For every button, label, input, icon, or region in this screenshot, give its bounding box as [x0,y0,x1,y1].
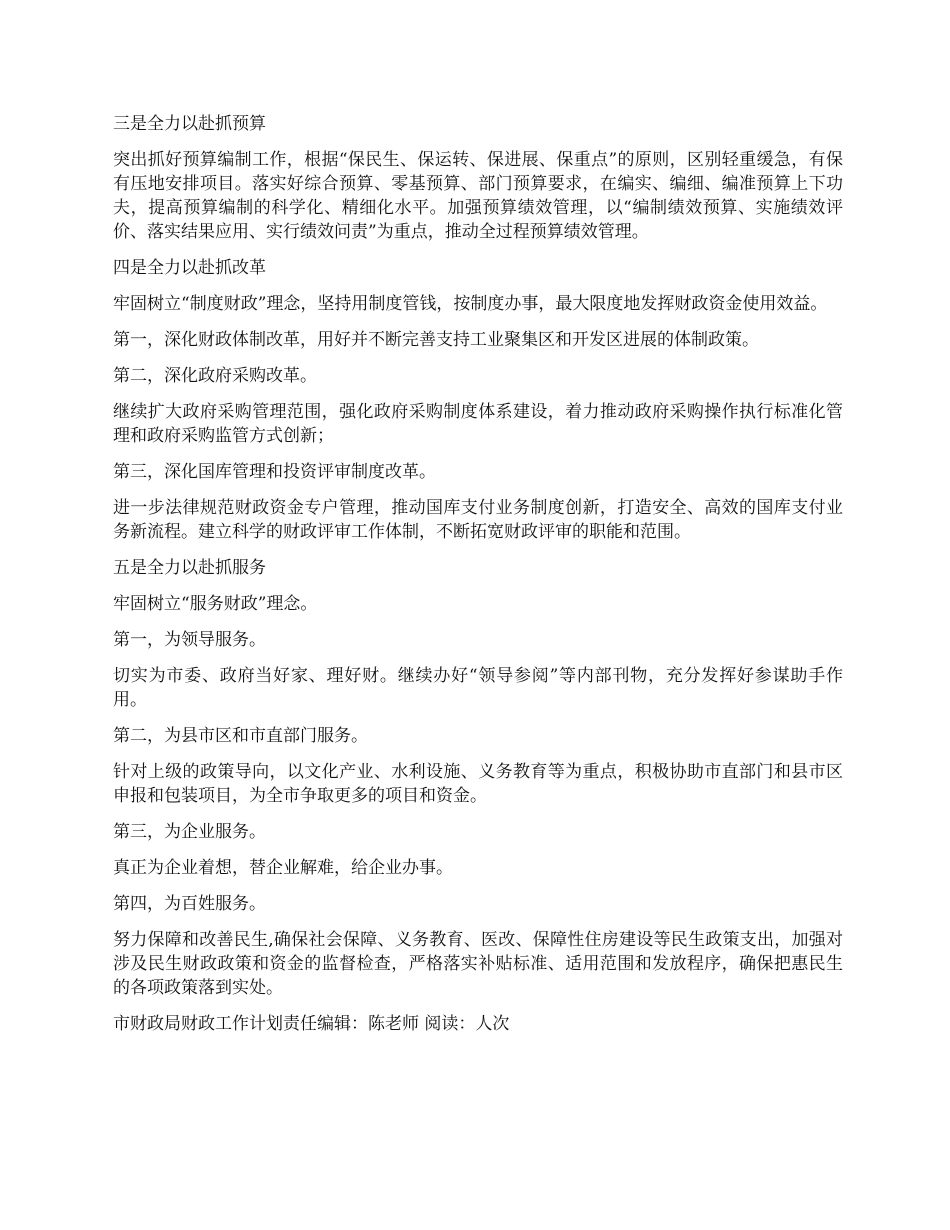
section-heading-reform: 四是全力以赴抓改革 [113,258,266,278]
paragraph-footer: 市财政局财政工作计划责任编辑：陈老师 阅读：人次 [113,1014,510,1034]
paragraph-counties: 针对上级的政策导向，以文化产业、水利设施、义务教育等为重点，积极协助市直部门和县市区申报和包装项目，为全市争取更多的项目和资金。 [113,762,843,806]
paragraph-reform-third: 第三，深化国库管理和投资评审制度改革。 [113,462,436,482]
paragraph-leadership: 切实为市委、政府当好家、理好财。继续办好“领导参阅”等内部刊物，充分发挥好参谋助手作用。 [113,666,843,710]
section-heading-budget: 三是全力以赴抓预算 [113,114,266,134]
paragraph-service-first: 第一，为领导服务。 [113,630,266,650]
document-body [113,112,843,1048]
paragraph-service-second: 第二，为县市区和市直部门服务。 [113,726,368,746]
paragraph-budget: 突出抓好预算编制工作，根据“保民生、保运转、保进展、保重点”的原则，区别轻重缓急，有保有压地安排项目。落实好综合预算、零基预算、部门预算要求，在编实、编细、编准预算上下功夫，提高预算编制的科学化、精细化水平。加强预算绩效管理，以“编制绩效预算、实施绩效评价、落实结果应用、实行绩效问责”为重点，推动全过程预算绩效管理。 [113,150,843,242]
paragraph-procurement: 继续扩大政府采购管理范围，强化政府采购制度体系建设，着力推动政府采购操作执行标准化管理和政府采购监管方式创新； [113,402,843,446]
paragraph-reform-second: 第二，深化政府采购改革。 [113,366,317,386]
paragraph-enterprise: 真正为企业着想，替企业解难，给企业办事。 [113,858,453,878]
paragraph-service-third: 第三，为企业服务。 [113,822,266,842]
paragraph-service-fourth: 第四，为百姓服务。 [113,894,266,914]
paragraph-reform-first: 第一，深化财政体制改革，用好并不断完善支持工业聚集区和开发区进展的体制政策。 [113,330,759,350]
paragraph-livelihood: 努力保障和改善民生,确保社会保障、义务教育、医改、保障性住房建设等民生政策支出，加强对涉及民生财政政策和资金的监督检查，严格落实补贴标准、适用范围和发放程序，确保把惠民生的各项政策落到实处。 [113,930,843,998]
paragraph-treasury: 进一步法律规范财政资金专户管理，推动国库支付业务制度创新，打造安全、高效的国库支付业务新流程。建立科学的财政评审工作体制，不断拓宽财政评审的职能和范围。 [113,498,843,542]
paragraph-reform-intro: 牢固树立“制度财政”理念，坚持用制度管钱，按制度办事，最大限度地发挥财政资金使用效益。 [113,294,828,314]
paragraph-service-intro: 牢固树立“服务财政”理念。 [113,594,318,614]
section-heading-service: 五是全力以赴抓服务 [113,558,266,578]
